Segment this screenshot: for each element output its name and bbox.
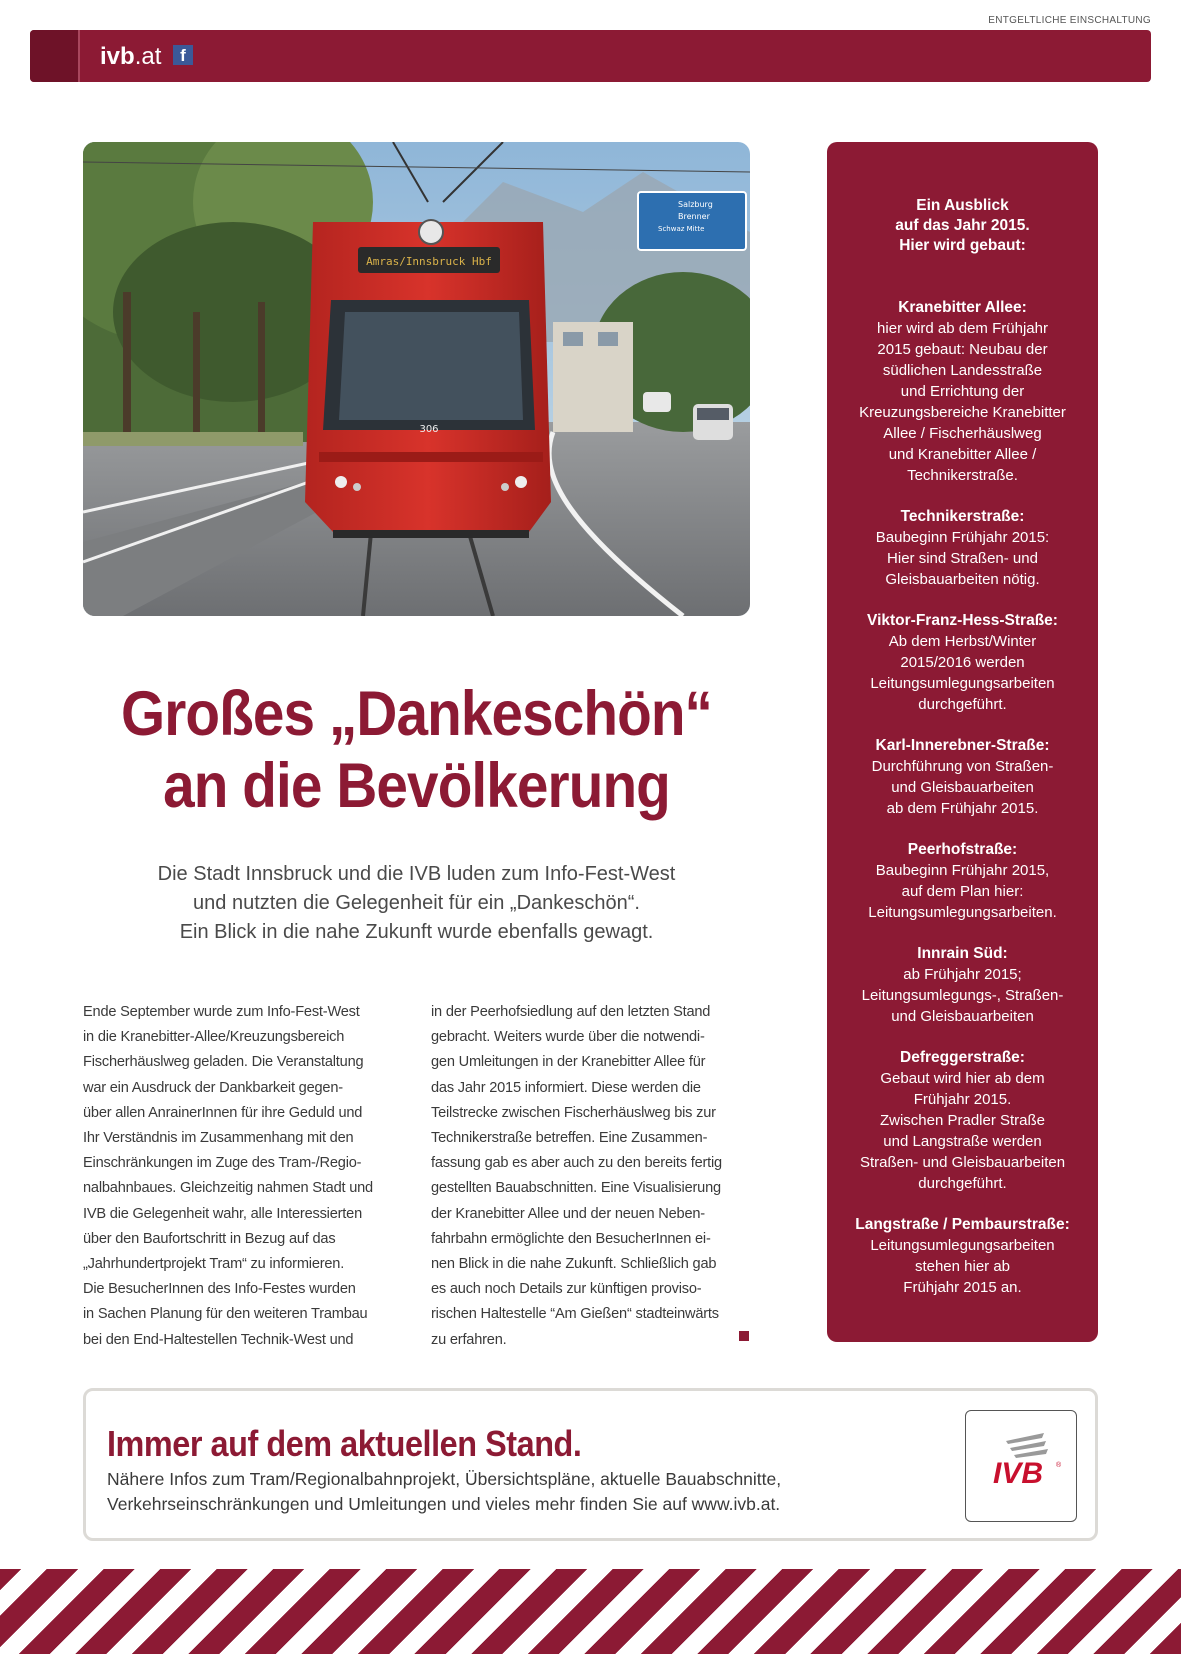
sidebar-item-title: Karl-Innerebner-Straße: (875, 737, 1050, 754)
sidebar-item-title: Peerhofstraße: (907, 841, 1018, 858)
sidebar-item-title: Innrain Süd: (917, 945, 1008, 962)
sidebar-item-text: hier wird ab dem Frühjahr 2015 gebaut: Neubau der südlichen Landesstraße und Errichtung der Kreuzungsbereiche Kranebitter Allee / Fischerhäuslweg und Kranebitter Allee / Technikerstraße. (859, 320, 1066, 484)
sidebar-item-karl-innerebner-strasse (827, 736, 1098, 819)
sidebar-item-text: ab Frühjahr 2015; Leitungsumlegungs-, Straßen- und Gleisbauarbeiten (861, 966, 1064, 1025)
striped-footer-band (0, 1569, 1181, 1654)
headline-line-1: Großes „Dankeschön“ (120, 679, 713, 749)
sidebar-item-title: Technikerstraße: (900, 508, 1025, 525)
sidebar-item-viktor-franz-hess-strasse (827, 611, 1098, 715)
sidebar-item-title: Viktor-Franz-Hess-Straße: (867, 612, 1058, 629)
ivb-logo-mark (966, 1411, 1075, 1520)
sign-line-1: Salzburg (678, 200, 713, 209)
sidebar-item-innrain-sued (827, 944, 1098, 1027)
ivb-logo-text: IVB (992, 1457, 1044, 1490)
construction-outlook-sidebar (827, 142, 1098, 1342)
article-lead: Die Stadt Innsbruck und die IVB luden zum Info-Fest-West und nutzten die Gelegenheit für ein „Dankeschön“. Ein Blick in die nahe Zukunft wurde ebenfalls gewagt. (157, 863, 676, 943)
sidebar-item-text: Gebaut wird hier ab dem Frühjahr 2015. Zwischen Pradler Straße und Langstraße werden Straßen- und Gleisbauarbeiten durchgeführt. (859, 1070, 1066, 1192)
sidebar-item-text: Baubeginn Frühjahr 2015: Hier sind Straßen- und Gleisbauarbeiten nötig. (875, 529, 1050, 588)
sidebar-item-defreggerstrasse (827, 1048, 1098, 1194)
sidebar-item-text: Baubeginn Frühjahr 2015, auf dem Plan hier: Leitungsumlegungsarbeiten. (868, 862, 1057, 921)
article-end-mark (739, 1331, 749, 1341)
info-box-text: Nähere Infos zum Tram/Regionalbahnprojekt, Übersichtspläne, aktuelle Bauabschnitte, Verkehrseinschränkungen und Umleitungen und vieles mehr finden Sie auf www.ivb.at. (107, 1469, 782, 1514)
info-box-title: Immer auf dem aktuellen Stand. (107, 1423, 582, 1464)
sidebar-item-text: Leitungsumlegungsarbeiten stehen hier ab Frühjahr 2015 an. (870, 1237, 1055, 1296)
tram-number: 306 (419, 424, 439, 435)
sign-line-2: Brenner (678, 212, 710, 221)
sidebar-item-langstrasse-pembaurstrasse (827, 1215, 1098, 1298)
site-domain: .at (134, 43, 162, 70)
sidebar-item-text: Ab dem Herbst/Winter 2015/2016 werden Leitungsumlegungsarbeiten durchgeführt. (870, 633, 1055, 713)
tram-photo (83, 142, 750, 616)
header-bar (30, 30, 1151, 82)
header-accent-block (30, 30, 80, 82)
site-link[interactable] (100, 43, 161, 71)
sidebar-item-peerhofstrasse (827, 840, 1098, 923)
facebook-icon[interactable]: f (173, 45, 193, 65)
sidebar-item-title: Kranebitter Allee: (898, 299, 1027, 316)
sidebar-item-title: Langstraße / Pembaurstraße: (855, 1216, 1070, 1233)
article-column-2: in der Peerhofsiedlung auf den letzten Stand gebracht. Weiters wurde über die notwendi- gen Umleitungen in der Kranebitter Allee für das Jahr 2015 informiert. Diese werden die Teilstrecke zwischen Fischerhäuslweg bis zur Technikerstraße betreffen. Eine Zusammen- fassung gab es aber auch zu den bereits fertig gestellten Bauabschnitten. Eine Visualisierung der Kranebitter Allee und der neuen Neben- fahrbahn ermöglichte den BesucherInnen ei- nen Blick in die nahe Zukunft. Schließlich gab es auch noch Details zur künftigen proviso- rischen Haltestelle “Am Gießen“ stadteinwärts zu erfahren. (431, 1004, 722, 1348)
ivb-logo-registered: ® (1056, 1462, 1062, 1469)
info-box (83, 1388, 1098, 1541)
site-name: ivb (100, 43, 135, 70)
ivb-logo (965, 1410, 1077, 1522)
tram-photo-illustration (83, 142, 750, 616)
sidebar-item-kranebitter-allee (827, 298, 1098, 486)
article-column-1: Ende September wurde zum Info-Fest-West in die Kranebitter-Allee/Kreuzungsbereich Fischerhäuslweg geladen. Die Veranstaltung war ein Ausdruck der Dankbarkeit gegen- über allen AnrainerInnen für ihre Geduld und Ihr Verständnis im Zusammenhang mit den Einschränkungen im Zuge des Tram-/Regio- nalbahnbaues. Gleichzeitig nahmen Stadt und IVB die Gelegenheit wahr, alle Interessierten über den Baufortschritt in Bezug auf das „Jahrhundertprojekt Tram“ zu informieren. Die BesucherInnen des Info-Festes wurden in Sachen Planung für den weiteren Trambau bei den End-Haltestellen Technik-West und (83, 1004, 373, 1348)
tram-destination-display: Amras/Innsbruck Hbf (366, 255, 492, 268)
sidebar-item-text: Durchführung von Straßen- und Gleisbauarbeiten ab dem Frühjahr 2015. (871, 758, 1054, 817)
sidebar-item-technikerstrasse (827, 507, 1098, 590)
article-headline (116, 678, 716, 822)
headline-line-2: an die Bevölkerung (163, 751, 670, 821)
sidebar-intro: Ein Ausblick auf das Jahr 2015. Hier wird gebaut: (895, 197, 1030, 254)
sign-line-3: Schwaz Mitte (658, 225, 705, 233)
sidebar-item-title: Defreggerstraße: (900, 1049, 1025, 1066)
advertisement-label: ENTGELTLICHE EINSCHALTUNG (988, 15, 1151, 26)
